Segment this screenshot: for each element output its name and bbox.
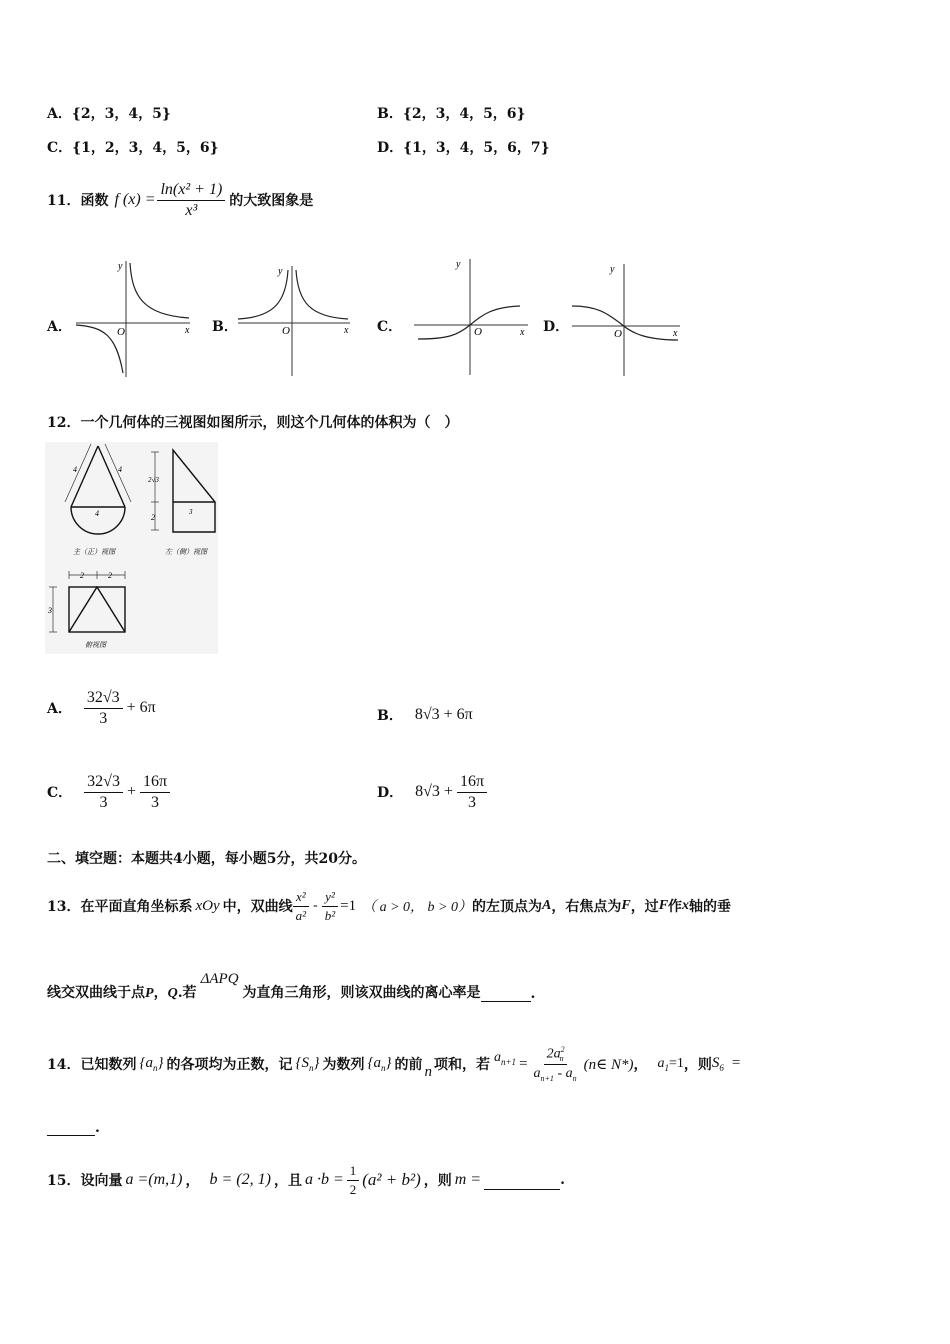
math-subscript: 1 [664,1062,669,1073]
option-operator: + [126,783,136,800]
math-subscript: n [152,1063,158,1073]
sequence-sn: $\{S_n\}$ [295,1055,320,1073]
option-label: A． [47,106,72,122]
fraction-denominator: b² [324,907,336,923]
answer-blank[interactable] [47,1121,95,1136]
question-text: 一个几何体的三视图如图所示，则这个几何体的体积为（ ） [80,415,459,431]
math-subscript: n [572,1074,577,1084]
question-text: 作 [668,899,683,915]
math-subscript: n [380,1063,386,1073]
function-name: f (x) = [114,191,156,208]
option-expression: 8√3 + 6π [414,706,473,723]
option-label: C． [47,140,73,156]
fraction-denominator: x³ [185,201,198,219]
question-text: 轴的垂 [689,899,732,915]
question-number: 11． [47,193,81,209]
question-11 [47,172,313,228]
fraction-denominator: 3 [99,793,108,811]
dim-label: 3 [189,508,193,516]
question-text: 项和，若 [433,1057,490,1073]
option-value: {1，3，4，5，6，7} [403,140,550,156]
origin-label: O [614,328,622,340]
fraction-denominator [531,1065,580,1083]
option-value: {1，2，3，4，5，6} [72,140,219,156]
math-symbol: S [711,1055,720,1071]
graph-a [64,255,199,380]
question-text: 在平面直角坐标系 [80,899,193,915]
math-symbol: a [373,1055,381,1071]
recurrence-lhs [494,1050,516,1067]
origin-label: O [117,326,125,338]
question-text: 设向量 [80,1173,123,1189]
q12-option-b [377,705,473,725]
dim-label: 2 [80,571,84,580]
point-label: F [658,898,669,913]
question-text: .若 [177,985,197,1001]
axis-label-x: x [344,325,349,336]
three-view-figure [45,442,218,654]
question-12 [47,412,458,432]
option-value: {2，3，4，5，6} [402,106,526,122]
question-text: 中，双曲线 [222,899,293,915]
q10-option-b [377,103,526,123]
math-symbol: S [301,1055,309,1071]
question-text: ，则 [683,1057,712,1073]
math-subscript: n+1 [500,1056,517,1067]
q12-option-c [47,766,170,818]
axis-label-x: x [673,328,678,339]
fraction-numerator: 32√3 [84,773,123,793]
half-fraction [347,1163,360,1198]
sequence-an: $\{a_n\}$ [139,1055,164,1073]
vector-a: a =(m,1) [125,1171,183,1188]
fraction-denominator: 3 [151,793,159,811]
math-expression: =1 [340,897,357,914]
math-expression: ΔAPQ [200,971,239,987]
question-text: ，过 [630,899,659,915]
curve [76,325,123,373]
origin-label: O [474,326,482,338]
curve [238,270,288,319]
fraction-numerator: 32√3 [84,689,123,709]
math-condition: (n∈ N*) [583,1056,634,1073]
point-label: A [542,898,552,913]
question-text: ， [153,985,168,1001]
question-text: 的各项均为正数，记 [166,1057,293,1073]
question-text: ， [185,1173,200,1189]
option-label: C． [47,785,73,801]
axis-label-y: y [610,264,615,275]
curve [572,306,678,340]
question-13 [47,876,731,936]
question-14 [47,1036,740,1092]
math-symbol: a [493,1049,501,1065]
axis-label-x: x [185,325,190,336]
math-superscript: 2 [560,1044,565,1054]
question-13-line2 [47,972,535,1002]
math-operator: = [731,1055,741,1071]
option-fraction [84,689,123,728]
dim-label: 4 [95,509,99,518]
question-number: 14． [47,1057,81,1073]
math-symbol: 2a [546,1046,561,1062]
option-fraction [140,773,170,812]
axis-label-x: x [520,327,525,338]
fraction-denominator: a² [295,907,307,923]
sum-s6 [712,1055,740,1073]
fraction-numerator: 16π [140,773,170,793]
curve [130,263,189,318]
option-label: B． [377,106,403,122]
dim-label: 2 [108,571,112,580]
question-text: ， [633,1057,648,1073]
option-label: D． [377,785,404,801]
question-number: 12． [47,415,81,431]
axis-label-y: y [278,266,283,277]
recurrence-fraction [531,1045,580,1083]
question-text: 的大致图象是 [229,193,314,209]
axis-label-y: y [456,259,461,270]
math-symbol: a [533,1066,541,1082]
graph-b [230,260,355,380]
q10-option-d [377,137,550,157]
side-view-label: 左（侧）视图 [165,548,207,556]
point-label: Q [167,986,178,1001]
graph-option-label-d: D． [543,319,570,335]
question-text: . [95,1120,100,1136]
fraction-denominator: 3 [467,793,476,811]
math-symbol: n [424,1063,432,1080]
curve [296,270,348,319]
question-text: ，右焦点为 [551,899,622,915]
answer-blank[interactable] [481,987,531,1002]
math-operator: = [519,1055,528,1072]
graph-c [408,255,533,380]
question-text: 为数列 [322,1057,365,1073]
option-label: B． [377,708,403,724]
answer-blank[interactable] [484,1175,560,1190]
math-expression: (a² + b²) [362,1170,421,1189]
q10-option-c [47,137,219,157]
point-label: P [145,986,154,1001]
fraction-denominator: 3 [99,709,108,727]
math-subscript: n [308,1063,314,1073]
q12-option-d [377,766,487,818]
graph-d [568,260,686,380]
graph-option-label-a: A． [47,319,72,335]
option-label: D． [377,140,404,156]
axis-label-y: y [118,261,123,272]
question-text: 的前 [394,1057,423,1073]
math-expression: xOy [195,897,220,914]
math-condition: （ a > 0， b > 0） [362,900,472,915]
point-label: F [621,898,631,913]
question-text: . [530,986,536,1002]
dim-label: 4 [73,465,77,474]
math-symbol: a [145,1055,153,1071]
fraction-denominator: 2 [349,1181,357,1197]
option-label: A． [47,701,72,717]
front-view-label: 主（正）视图 [73,548,115,556]
dim-label: 3 [48,606,52,615]
question-15 [47,1152,565,1208]
question-number: 15． [47,1173,81,1189]
question-text: ，则 [423,1173,452,1189]
fraction-numerator: ln(x² + 1) [157,181,225,201]
graph-option-label-b: B． [212,319,238,335]
top-view-label: 俯视图 [85,641,106,649]
initial-term [657,1056,683,1073]
option-fraction [457,773,487,812]
graph-option-label-c: C． [377,319,403,335]
math-subscript: 6 [719,1063,724,1073]
question-number: 13． [47,899,81,915]
question-text: 已知数列 [80,1057,137,1073]
question-text: 为直角三角形，则该双曲线的离心率是 [242,985,481,1001]
hyperbola-fraction [293,889,309,924]
math-operator: - [313,898,318,913]
curve [418,306,520,339]
dim-label: 2√3 [148,476,159,484]
q12-option-a [47,682,156,734]
fraction-numerator: 1 [347,1163,360,1181]
question-text: . [560,1172,565,1188]
math-subscript: n+1 [540,1074,554,1084]
section-heading: 二、填空题：本题共4小题，每小题5分，共20分。 [47,851,366,867]
question-text: 函数 [80,193,109,209]
fraction-numerator [544,1045,567,1065]
math-symbol: - a [553,1066,573,1082]
function-fraction [157,181,225,220]
option-expression: + 6π [126,699,156,716]
option-expression: 8√3 + [415,783,453,800]
fraction-numerator: 16π [457,773,487,793]
question-14-line2 [47,1118,100,1136]
math-symbol: a [657,1055,665,1071]
fraction-numerator: y² [322,889,338,907]
dim-label: 2 [151,513,155,522]
dot-product: a ·b = [304,1171,344,1188]
math-subscript: n [559,1054,564,1064]
sequence-an: $\{a_n\}$ [367,1055,392,1073]
math-expression: m = [454,1171,482,1188]
math-value: =1 [668,1055,684,1071]
question-text: ，且 [273,1173,302,1189]
question-text: 线交双曲线于点 [47,985,145,1001]
axis-name: x [682,898,690,913]
question-text: 的左顶点为 [472,899,542,915]
dim-label: 4 [118,465,122,474]
hyperbola-fraction [322,889,338,924]
option-fraction [84,773,123,812]
q10-option-a [47,103,171,123]
vector-b: b = (2, 1) [209,1171,271,1188]
fraction-numerator: x² [293,889,309,907]
origin-label: O [282,325,290,337]
option-value: {2，3，4，5} [71,106,171,122]
